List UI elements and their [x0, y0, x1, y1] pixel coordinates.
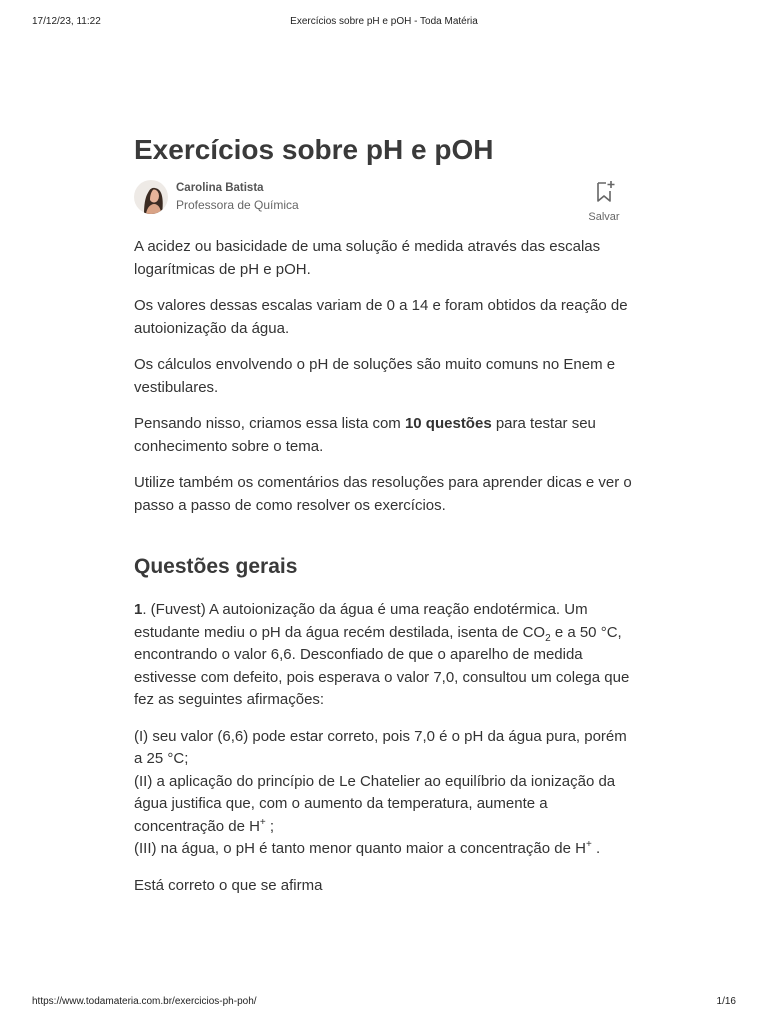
avatar: [134, 180, 168, 214]
intro-paragraph: Os cálculos envolvendo o pH de soluções são muito comuns no Enem e vestibulares.: [134, 356, 616, 396]
question-number: 1: [134, 601, 143, 618]
save-label: Salvar: [588, 211, 620, 223]
page-title: Exercícios sobre pH e pOH: [134, 134, 494, 165]
question-count: 10 questões: [404, 415, 492, 432]
statement-2: (II) a aplicação do princípio de Le Chatelier ao equilíbrio da ionização da água justifica que, com o aumento da temperatura, aumente a concentração de H+ ;: [134, 772, 616, 835]
article: [134, 130, 634, 911]
print-page-number: 1/16: [716, 996, 736, 1007]
question-1: 1. (Fuvest) A autoionização da água é uma reação endotérmica. Um estudante mediu o pH da água recém destilada, isenta de $CO_2$ e a 50 °C, encontrando o valor 6,6. Desconfiado de que o aparelho de medida estivesse com defeito, pois esperava o valor 7,0, consultou um colega que fez as seguintes afirmações:: [134, 601, 630, 708]
intro-paragraph: Utilize também os comentários das resoluções para aprender dicas e ver o passo a passo de como resolver os exercícios.: [134, 474, 632, 514]
question-statements: [134, 726, 634, 861]
author-role: Professora de Química: [176, 198, 299, 212]
bookmark-add-icon: [592, 180, 616, 204]
author-name[interactable]: Carolina Batista: [176, 182, 264, 194]
save-button[interactable]: [582, 180, 626, 223]
intro-paragraph: Pensando nisso, criamos essa lista com 10 questões para testar seu conhecimento sobre o tema.: [134, 415, 596, 455]
question-prompt: Está correto o que se afirma: [134, 876, 323, 894]
intro-paragraph: Os valores dessas escalas variam de 0 a 14 e foram obtidos da reação de autoionização da água.: [134, 297, 628, 337]
author-row: [134, 180, 634, 236]
print-datetime: 17/12/23, 11:22: [32, 16, 101, 27]
statement-1: (I) seu valor (6,6) pode estar correto, pois 7,0 é o pH da água pura, porém a 25 °C;: [134, 727, 627, 767]
print-url: https://www.todamateria.com.br/exercicios-ph-poh/: [32, 996, 257, 1007]
co2-subscript: 2: [545, 632, 551, 644]
intro-paragraph: A acidez ou basicidade de uma solução é medida através das escalas logarítmicas de pH e pOH.: [134, 238, 601, 278]
statement-3: (III) na água, o pH é tanto menor quanto maior a concentração de H+ .: [134, 839, 601, 857]
print-page-title: Exercícios sobre pH e pOH - Toda Matéria: [290, 16, 478, 27]
section-title: Questões gerais: [134, 555, 298, 578]
